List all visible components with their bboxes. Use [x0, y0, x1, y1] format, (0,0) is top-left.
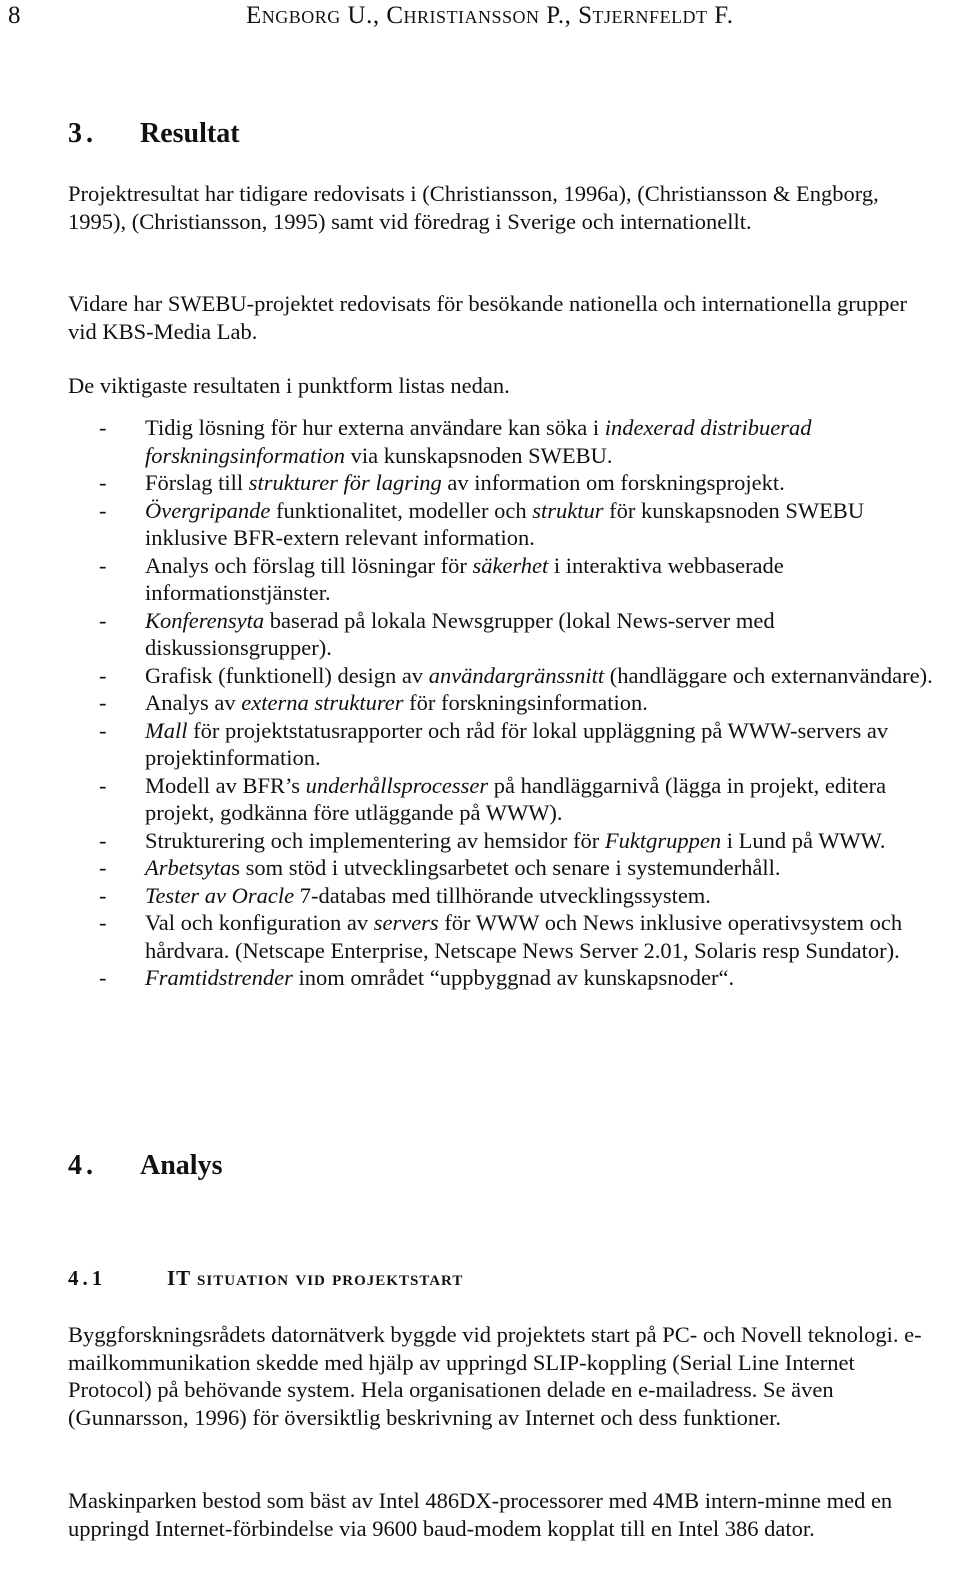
list-text: på handläggarnivå (lägga in projekt, editera projekt, godkänna före utläggande på WWW). [145, 772, 887, 825]
section-heading-resultat [68, 118, 240, 150]
results-list [68, 414, 948, 992]
list-text: Val och konfiguration av [145, 910, 374, 935]
emphasized-text: strukturer för lagring [248, 470, 442, 495]
emphasized-text: Konferensyta [145, 607, 265, 633]
section-title: Resultat [140, 118, 240, 149]
list-item [68, 854, 948, 882]
list-dash: - [99, 497, 107, 523]
list-text: 7-databas med tillhörande utvecklingssystem. [294, 882, 711, 908]
list-item [68, 827, 948, 855]
list-item [68, 552, 948, 607]
list-text: för forskningsinformation. [403, 690, 648, 715]
list-item [68, 607, 948, 662]
emphasized-text: Arbetsyta [145, 855, 232, 880]
list-dash: - [99, 717, 107, 743]
subsection-heading [68, 1266, 463, 1291]
list-item [68, 497, 948, 552]
list-dash: - [99, 415, 107, 440]
list-text: (handläggare och externanvändare). [604, 662, 933, 688]
list-dash: - [99, 662, 107, 688]
paragraph: Vidare har SWEBU-projektet redovisats för besökande nationella och internationella grupper vid KBS-Media Lab. [68, 291, 907, 344]
list-item [68, 662, 948, 690]
emphasized-text: Tester av Oracle [145, 882, 295, 908]
paragraph: Byggforskningsrådets datornätverk byggde vid projektets start på PC- och Novell teknologi. e-mailkommunikation skedde med hjälp av uppringd SLIP-koppling (Serial Line Internet Protocol) på behövande system. Hela organisationen delade en e-mailadress. Se även (Gunnarsson, 1996) för översiktlig beskrivning av Internet och dess funktioner. [68, 1322, 922, 1430]
list-item [68, 689, 948, 717]
list-dash: - [99, 690, 107, 715]
list-text: Grafisk (funktionell) design av [145, 662, 429, 688]
list-text: via kunskapsnoden SWEBU. [345, 442, 613, 468]
emphasized-text: Övergripande [145, 497, 271, 523]
emphasized-text: Mall [145, 717, 188, 743]
emphasized-text: Fuktgruppen [604, 827, 722, 853]
list-text: inom området “uppbyggnad av kunskapsnoder“. [292, 965, 735, 990]
list-dash: - [99, 772, 107, 798]
subsection-title: IT situation vid projektstart [167, 1266, 464, 1290]
emphasized-text: Framtidstrender [145, 965, 293, 990]
list-text: Strukturering och implementering av hemsidor för [145, 827, 605, 853]
list-dash: - [99, 855, 107, 880]
list-text: funktionalitet, modeller och [270, 497, 533, 523]
list-dash: - [99, 910, 107, 935]
section-number: 3. [68, 118, 97, 149]
list-text: s som stöd i utvecklingsarbetet och senare i systemunderhåll. [231, 855, 781, 880]
emphasized-text: externa strukturer [241, 690, 404, 715]
list-text: baserad på lokala Newsgrupper (lokal News-server med diskussionsgrupper). [145, 607, 775, 660]
list-item [68, 909, 948, 964]
list-dash: - [99, 470, 107, 495]
section-heading-analys [68, 1150, 222, 1182]
list-text: för kunskapsnoden SWEBU inklusive BFR-extern relevant information. [145, 497, 865, 550]
list-dash: - [99, 965, 107, 990]
list-item [68, 717, 948, 772]
list-text: i Lund på WWW. [721, 827, 886, 853]
emphasized-text: servers [373, 910, 439, 935]
paragraph: Projektresultat har tidigare redovisats i (Christiansson, 1996a), (Christiansson & Engborg, 1995), (Christiansson, 1995) samt vid föredrag i Sverige och internationellt. [68, 181, 879, 234]
section-title: Analys [140, 1150, 223, 1181]
list-text: i interaktiva webbaserade informationstjänster. [145, 552, 784, 605]
list-text: Analys och förslag till lösningar för [145, 552, 473, 578]
section-number: 4. [68, 1150, 97, 1181]
emphasized-text: användargränssnitt [428, 662, 605, 688]
list-dash: - [99, 827, 107, 853]
list-item [68, 469, 948, 497]
list-dash: - [99, 552, 107, 578]
list-text: av information om forskningsprojekt. [441, 470, 785, 495]
emphasized-text: struktur [532, 497, 604, 523]
paragraph: Maskinparken bestod som bäst av Intel 486DX-processorer med 4MB intern-minne med en uppringd Internet-förbindelse via 9600 baud-modem kopplat till en Intel 386 dator. [68, 1488, 893, 1541]
list-dash: - [99, 882, 107, 908]
emphasized-text: säkerhet [472, 552, 549, 578]
list-text: Tidig lösning för hur externa användare kan söka i [145, 415, 605, 440]
paragraph: De viktigaste resultaten i punktform listas nedan. [68, 373, 510, 398]
emphasized-text: underhållsprocesser [305, 772, 489, 798]
page-number: 8 [8, 2, 21, 29]
list-item [68, 772, 948, 827]
running-head: Engborg U., Christiansson P., Stjernfeldt F. [246, 2, 734, 29]
list-item [68, 414, 948, 469]
list-text: Förslag till [145, 470, 249, 495]
emphasized-text: indexerad distribuerad forskningsinformation [145, 415, 812, 468]
list-text: för WWW och News inklusive operativsystem och hårdvara. (Netscape Enterprise, Netscape News Server 2.01, Solaris resp Sundator). [145, 910, 903, 963]
list-item [68, 882, 948, 910]
list-dash: - [99, 607, 107, 633]
list-text: Modell av BFR’s [145, 772, 306, 798]
list-item [68, 964, 948, 992]
list-text: Analys av [145, 690, 242, 715]
subsection-number: 4.1 [68, 1266, 107, 1290]
list-text: för projektstatusrapporter och råd för lokal uppläggning på WWW-servers av projektinformation. [145, 717, 889, 770]
